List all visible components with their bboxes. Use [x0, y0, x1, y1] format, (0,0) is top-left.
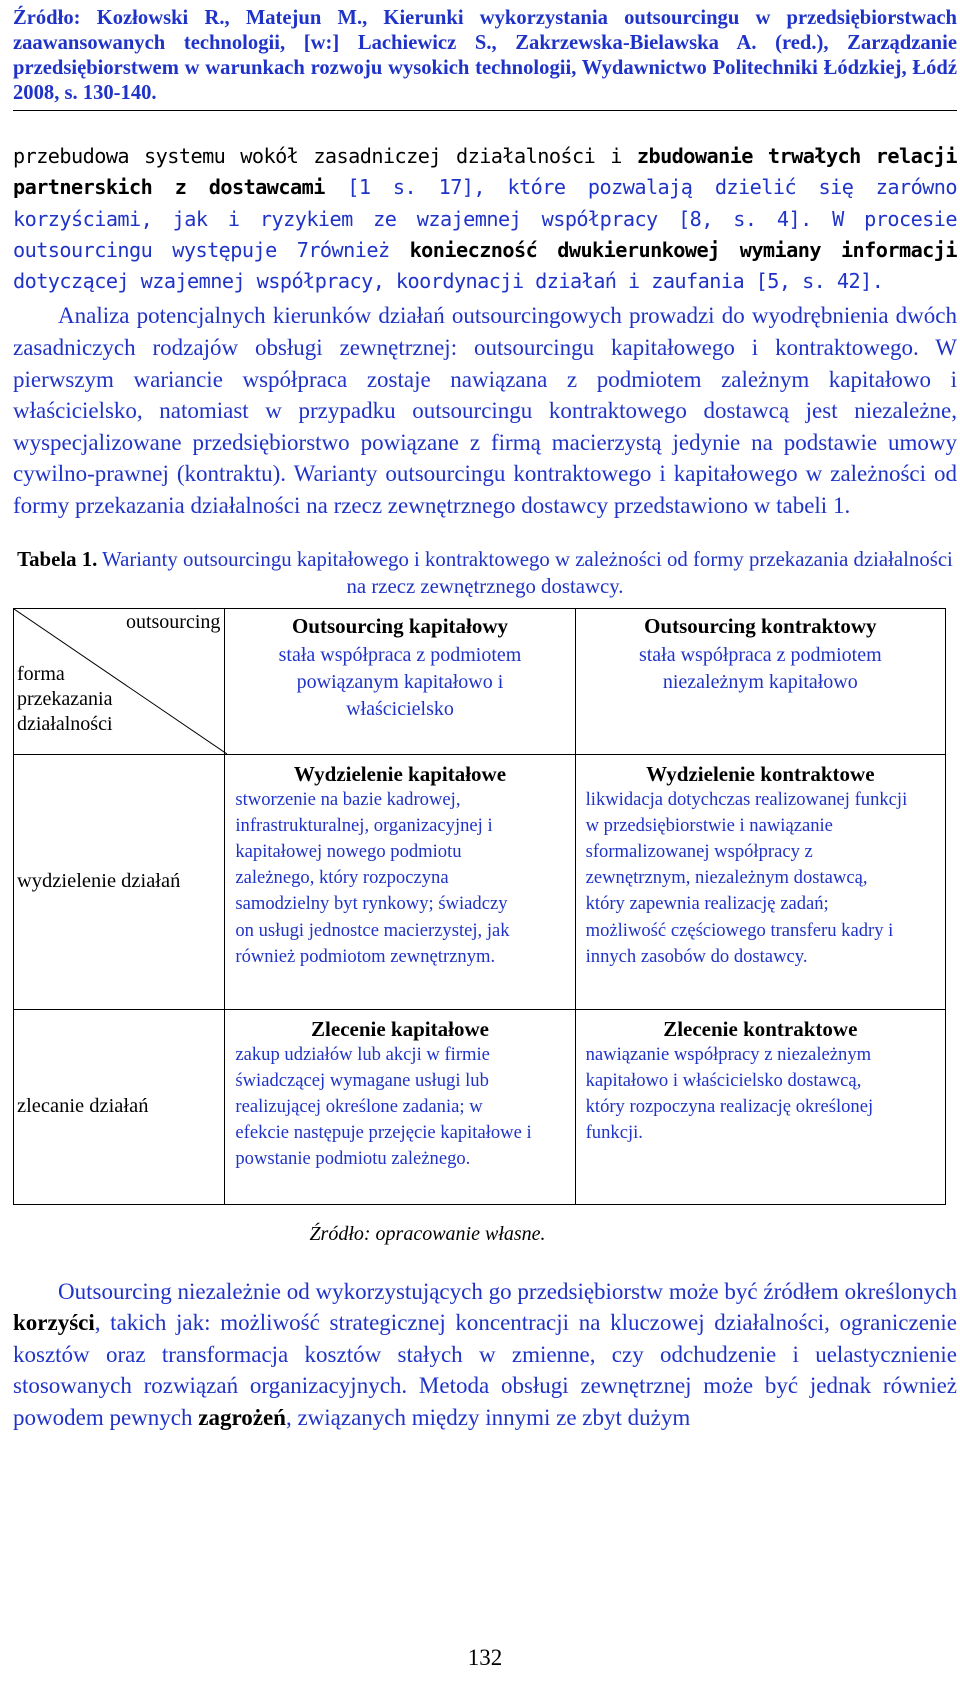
paragraph-1 [13, 141, 957, 297]
paragraph-1-bold-b: konieczność dwukierunkowej wymiany informacji [409, 237, 957, 262]
capital-spinoff-title: Wydzielenie kapitałowe [293, 761, 507, 786]
capital-outsourcing-title: Zlecenie kapitałowe [311, 1016, 489, 1041]
paragraph-1-bold-a: zbudowanie trwałych relacji partnerskich z dostawcami [13, 144, 958, 200]
capital-spinoff-cell [225, 754, 575, 1009]
source-label: Źródło: [13, 7, 81, 29]
table-row [14, 754, 946, 1009]
paragraph-3-bold-a: korzyści [13, 1310, 95, 1336]
paragraph-1-text-c: dotyczącej wzajemnej współpracy, koordynacji działań i zaufania [5, s. 42]. [13, 269, 884, 294]
paragraph-3-text-a: Outsourcing niezależnie od wykorzystujących go przedsiębiorstw może być źródłem określonych [58, 1278, 957, 1304]
table-row [14, 1009, 946, 1204]
paragraph-3-text-c: , związanych między innymi ze zbyt dużym [285, 1405, 691, 1431]
source-citation-text: Kozłowski R., Matejun M., Kierunki wykorzystania outsourcingu w przedsiębiorstwach zaawansowanych technologii, [w:] Lachiewicz S., Zakrzewska-Bielawska A. (red.), Zarządzanie przedsiębiorstwem w warunkach rozwoju wysokich technologii, Wydawnictwo Politechniki Łódzkiej, Łódź 2008, s. 130-140. [13, 7, 957, 104]
header-capital-cell [225, 608, 575, 754]
row-label-cell [14, 754, 225, 1009]
capital-spinoff-text: stworzenie na bazie kadrowej, infrastrukturalnej, organizacyjnej i kapitałowej nowego podmiotu zależnego, który rozpoczyna samodzielny byt rynkowy; świadczy on usługi jednostce macierzystej, jak również podmiotom zewnętrznym. [235, 788, 510, 967]
contract-spinoff-title: Wydzielenie kontraktowe [646, 761, 875, 786]
row-label: zlecanie działań [17, 1095, 149, 1118]
contract-outsourcing-text: nawiązanie współpracy z niezależnym kapitałowo i właścicielsko dostawcą, który rozpoczyna realizację określonej funkcji. [585, 1043, 874, 1144]
header-capital-title: Outsourcing kapitałowy [291, 613, 509, 638]
row-label: wydzielenie działań [17, 870, 181, 893]
paragraph-3-text-b: , takich jak: możliwość strategicznej koncentracji na kluczowej działalności, ograniczenie kosztów oraz transformacja kosztów stałych w zmienne, czy odchudzenie i uelastycznienie stosowanych rozwiązań organizacyjnych. Metoda obsługi zewnętrznej może być jednak również powodem pewnych [13, 1310, 957, 1431]
header-capital-subtitle: stała współpraca z podmiotem powiązanym kapitałowo i właścicielsko [278, 643, 522, 720]
paragraph-1-text-b: [1 s. 17], które pozwalają dzielić się zarówno korzyściami, jak i ryzykiem ze wzajemnej współpracy [8, s. 4]. W procesie outsourcingu występuje 7również [13, 175, 957, 262]
corner-bottom-label: forma przekazania działalności [17, 662, 113, 735]
capital-outsourcing-text: zakup udziałów lub akcji w firmie świadczącej wymagane usługi lub realizującej określone zadania; w efekcie następuje przejęcie kapitałowe i powstanie podmiotu zależnego. [235, 1043, 532, 1170]
paragraph-3 [13, 1276, 957, 1434]
table-corner-cell [14, 608, 225, 754]
page-number: 132 [467, 1645, 503, 1670]
contract-outsourcing-cell [575, 1009, 945, 1204]
corner-top-label: outsourcing [125, 610, 221, 633]
table-caption [13, 546, 957, 600]
header-contract-cell [575, 608, 945, 754]
outsourcing-variants-table [13, 608, 946, 1205]
contract-spinoff-cell [575, 754, 945, 1009]
paragraph-1-text-a: przebudowa systemu wokół zasadniczej działalności i [13, 144, 637, 168]
document-page [13, 0, 958, 1670]
source-citation-header [13, 6, 957, 111]
row-label-cell [14, 1009, 225, 1204]
paragraph-3-bold-b: zagrożeń [198, 1405, 286, 1431]
contract-spinoff-text: likwidacja dotychczas realizowanej funkcji w przedsiębiorstwie i nawiązanie sformalizowanej współpracy z zewnętrznym, niezależnym dostawcą, który zapewnia realizację zadań; możliwość częściowego transferu kadry i innych zasobów do dostawcy. [585, 788, 908, 967]
capital-outsourcing-cell [225, 1009, 575, 1204]
table-header-row [14, 608, 946, 754]
header-contract-title: Outsourcing kontraktowy [644, 613, 877, 638]
contract-outsourcing-title: Zlecenie kontraktowe [663, 1016, 858, 1041]
header-contract-subtitle: stała współpraca z podmiotem niezależnym kapitałowo [638, 643, 882, 693]
table-caption-text: Warianty outsourcingu kapitałowego i kontraktowego w zależności od formy przekazania działalności na rzecz zewnętrznego dostawcy. [97, 547, 953, 598]
paragraph-2: Analiza potencjalnych kierunków działań outsourcingowych prowadzi do wyodrębnienia dwóch zasadniczych rodzajów obsługi zewnętrznej: outsourcingu kapitałowego i kontraktowego. W pierwszym wariancie współpraca zostaje nawiązana z podmiotem zależnym kapitałowo i właścicielsko, natomiast w przypadku outsourcingu kontraktowego dostawcą jest niezależne, wyspecjalizowane przedsiębiorstwo powiązane z firmą macierzystą jedynie na podstawie umowy cywilno-prawnej (kontraktu). Warianty outsourcingu kontraktowego i kapitałowego w zależności od formy przekazania działalności na rzecz zewnętrznego dostawcy przedstawiono w tabeli 1. [13, 303, 957, 519]
table-caption-label: Tabela 1. [17, 547, 98, 571]
table-source-note: Źródło: opracowanie własne. [309, 1222, 546, 1245]
